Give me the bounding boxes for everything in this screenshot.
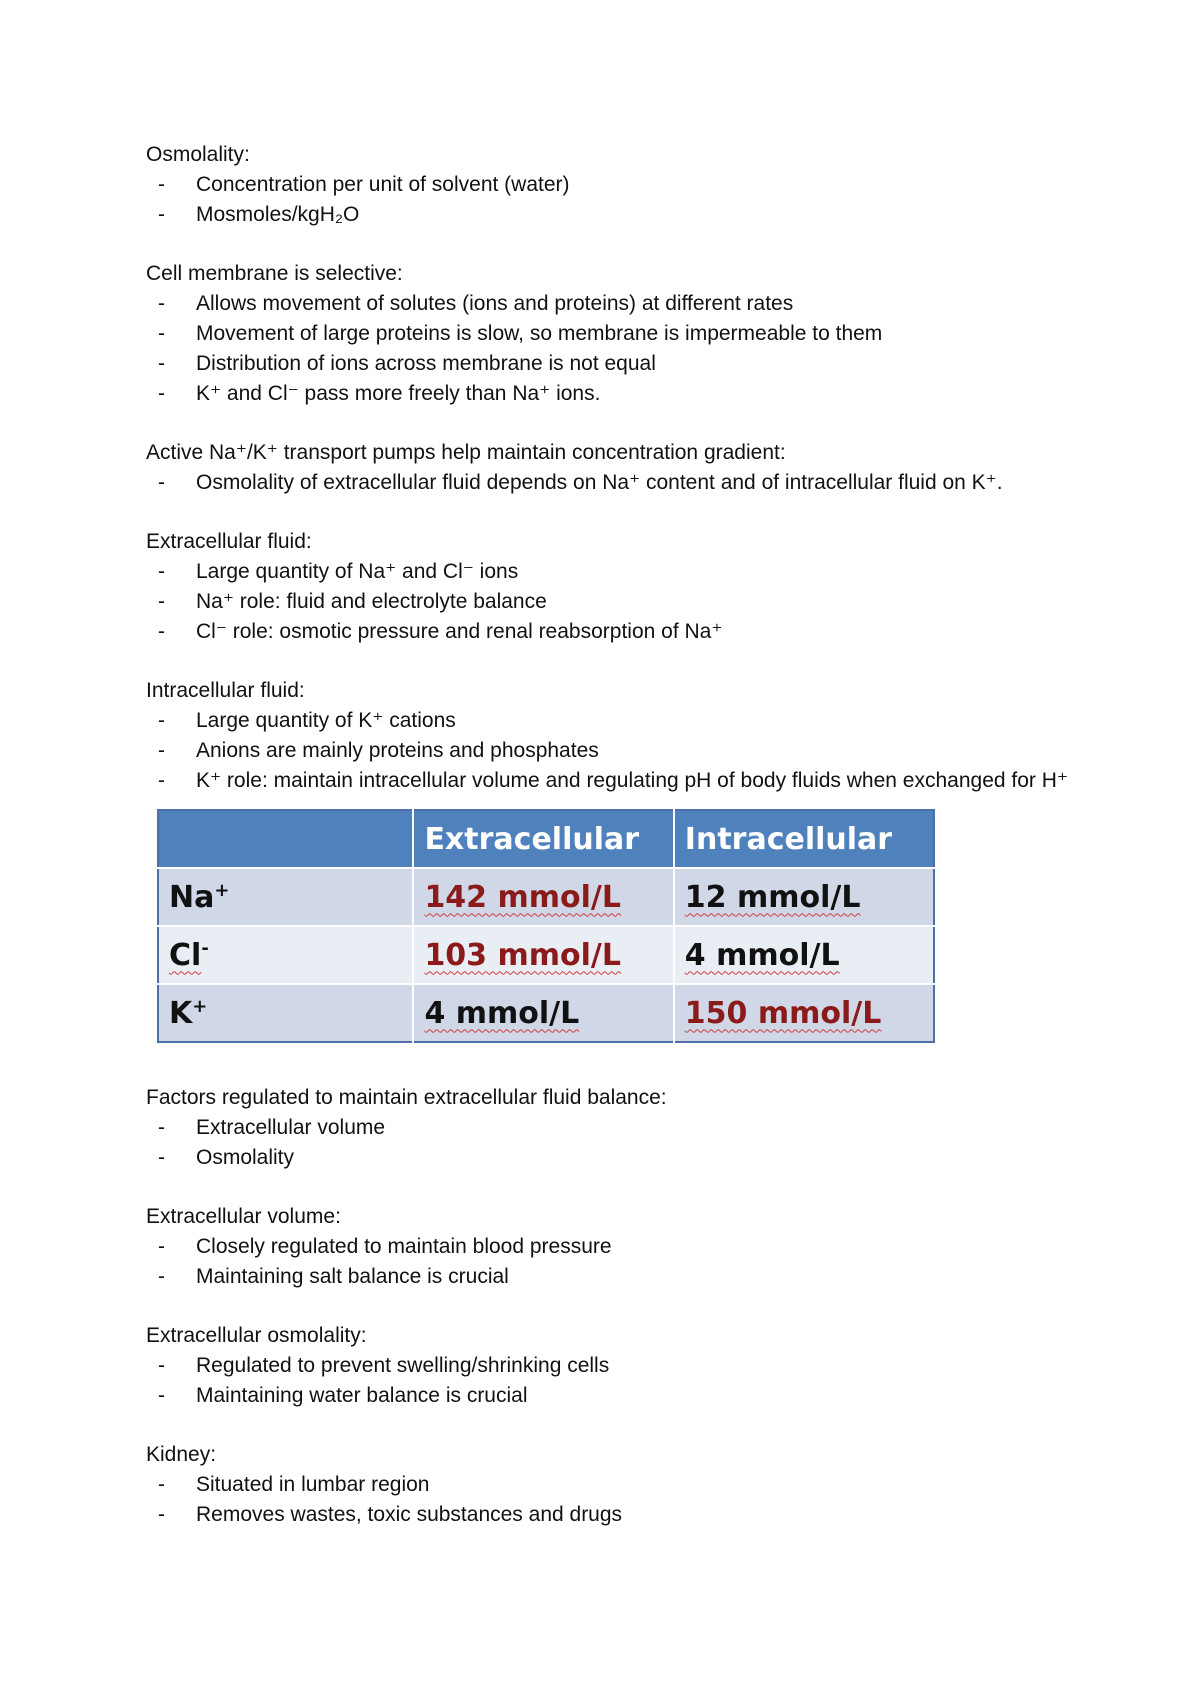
list-item: - Cl⁻ role: osmotic pressure and renal reabsorption of Na⁺: [158, 620, 723, 643]
section-heading: Extracellular fluid:: [146, 530, 312, 553]
ion-label-cell: Na+: [158, 868, 413, 926]
list-item: - Movement of large proteins is slow, so membrane is impermeable to them: [158, 322, 883, 345]
table-cell: [413, 868, 673, 926]
section-extracellular-volume: [146, 1202, 1086, 1292]
value-text: 12 mmol/L: [684, 879, 861, 915]
bullet-list: [146, 289, 1086, 409]
section-intracellular-fluid: [146, 676, 1086, 796]
bullet-list: [146, 557, 1086, 647]
bullet-list: [146, 468, 1086, 498]
ion-concentration-table: [157, 809, 935, 1043]
list-item: - Mosmoles/kgH₂O: [158, 203, 360, 226]
section-heading: Intracellular fluid:: [146, 679, 305, 702]
list-item: - Osmolality of extracellular fluid depends on Na⁺ content and of intracellular fluid on K⁺.: [158, 471, 1003, 494]
table-header-cell: Extracellular: [413, 810, 673, 868]
list-item: - Anions are mainly proteins and phosphates: [158, 739, 599, 762]
ion-label-cell: K+: [158, 984, 413, 1042]
list-item: - K⁺ and Cl⁻ pass more freely than Na⁺ ions.: [158, 382, 601, 405]
section-kidney: [146, 1440, 1086, 1530]
value-text: 150 mmol/L: [684, 995, 882, 1031]
section-heading: Extracellular osmolality:: [146, 1324, 367, 1347]
section-extracellular-fluid: [146, 527, 1086, 647]
section-active-transport: [146, 438, 1086, 498]
list-item: - Regulated to prevent swelling/shrinking cells: [158, 1354, 610, 1377]
list-item: - Large quantity of K⁺ cations: [158, 709, 456, 732]
table-row: [158, 868, 934, 926]
list-item: - Maintaining water balance is crucial: [158, 1384, 528, 1407]
value-text: 142 mmol/L: [424, 879, 621, 915]
bullet-list: [146, 706, 1086, 796]
section-heading: Factors regulated to maintain extracellular fluid balance:: [146, 1086, 667, 1109]
section-osmolality: [146, 140, 1086, 230]
bullet-list: [146, 1351, 1086, 1411]
section-heading: Extracellular volume:: [146, 1205, 341, 1228]
table-header-cell: [158, 810, 413, 868]
table-cell: [674, 868, 934, 926]
value-text: 103 mmol/L: [424, 937, 621, 973]
list-item: - Na⁺ role: fluid and electrolyte balance: [158, 590, 547, 613]
list-item: - Concentration per unit of solvent (water): [158, 173, 570, 196]
list-item: - Large quantity of Na⁺ and Cl⁻ ions: [158, 560, 519, 583]
document-page: [146, 140, 1086, 1559]
bullet-list: [146, 170, 1086, 230]
list-item: - Closely regulated to maintain blood pressure: [158, 1235, 612, 1258]
table-row: [158, 926, 934, 984]
list-item: - Osmolality: [158, 1146, 295, 1169]
bullet-list: [146, 1113, 1086, 1173]
value-text: 4 mmol/L: [424, 995, 580, 1031]
table-row: [158, 984, 934, 1042]
bullet-list: [146, 1232, 1086, 1292]
table-cell: [674, 984, 934, 1042]
list-item: - Removes wastes, toxic substances and drugs: [158, 1503, 623, 1526]
list-item: - Allows movement of solutes (ions and proteins) at different rates: [158, 292, 794, 315]
section-heading: Cell membrane is selective:: [146, 262, 403, 285]
section-heading: Kidney:: [146, 1443, 217, 1466]
section-cell-membrane: [146, 259, 1086, 409]
ion-label-cell: Cl-: [158, 926, 413, 984]
table-header-cell: Intracellular: [674, 810, 934, 868]
table-cell: [413, 926, 673, 984]
list-item: - Situated in lumbar region: [158, 1473, 430, 1496]
section-extracellular-osmolality: [146, 1321, 1086, 1411]
section-factors: [146, 1083, 1086, 1173]
value-text: 4 mmol/L: [684, 937, 840, 973]
list-item: - Extracellular volume: [158, 1116, 386, 1139]
table-cell: [413, 984, 673, 1042]
table-cell: [674, 926, 934, 984]
section-heading: Osmolality:: [146, 143, 250, 166]
list-item: - K⁺ role: maintain intracellular volume and regulating pH of body fluids when exchanged for H⁺: [158, 769, 1068, 792]
table-header-row: [158, 810, 934, 868]
bullet-list: [146, 1470, 1086, 1530]
list-item: - Maintaining salt balance is crucial: [158, 1265, 509, 1288]
list-item: - Distribution of ions across membrane is not equal: [158, 352, 656, 375]
section-heading: Active Na⁺/K⁺ transport pumps help maintain concentration gradient:: [146, 441, 786, 464]
